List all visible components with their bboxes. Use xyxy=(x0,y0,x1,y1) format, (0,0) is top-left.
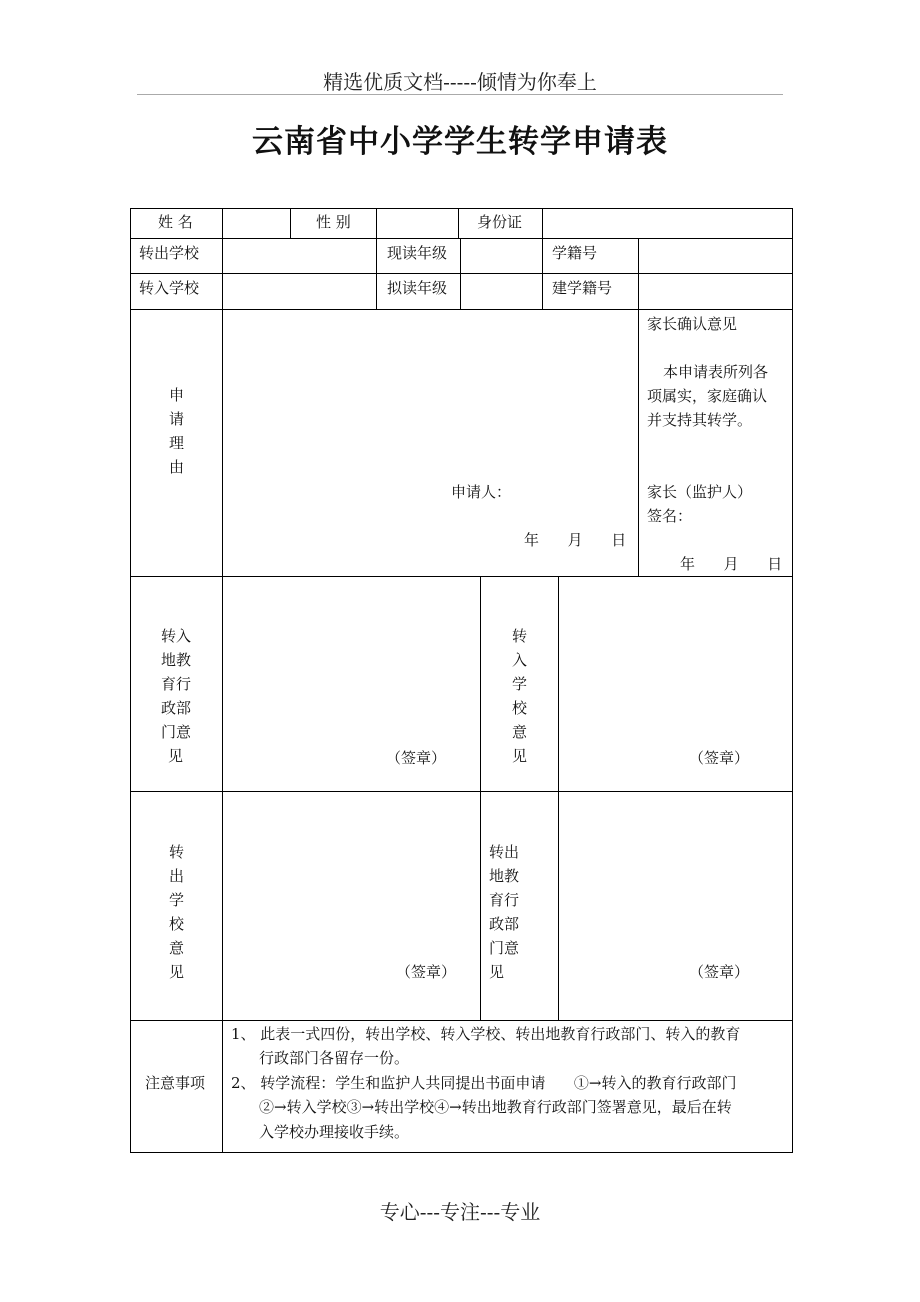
parent-sign-label: 家长（监护人） xyxy=(647,483,753,501)
column-line xyxy=(638,238,639,309)
applicant-label: 申请人： xyxy=(451,483,512,501)
gender-label: 性 别 xyxy=(316,213,351,231)
to-school-label: 转入学校 xyxy=(139,279,200,297)
reason-label: 申 请 理 由 xyxy=(169,386,185,476)
parent-confirm-text: 项属实，家庭确认 xyxy=(647,387,768,405)
column-line xyxy=(460,238,461,309)
student-id-label: 学籍号 xyxy=(552,244,598,262)
id-card-label: 身份证 xyxy=(477,213,523,231)
header-divider xyxy=(137,94,783,95)
parent-sign-date: 年 月 日 xyxy=(680,555,783,573)
column-line xyxy=(480,576,481,1020)
column-line xyxy=(376,238,377,309)
row-line xyxy=(130,576,793,577)
form-title: 云南省中小学学生转学申请表 xyxy=(252,124,668,160)
column-line xyxy=(558,576,559,1020)
applicant-date: 年 月 日 xyxy=(524,531,627,549)
seal-label: （签章） xyxy=(396,963,457,981)
from-region-edu-dept-label: 转出 地教 育行 政部 门意 见 xyxy=(489,843,520,981)
build-student-id-label: 建学籍号 xyxy=(552,279,613,297)
page-header: 精选优质文档-----倾情为你奉上 xyxy=(323,70,597,94)
parent-confirm-text: 本申请表所列各 xyxy=(663,363,769,381)
column-line xyxy=(376,208,377,238)
parent-confirm-text: 并支持其转学。 xyxy=(647,411,753,429)
seal-label: （签章） xyxy=(689,749,750,767)
page-footer: 专心---专注---专业 xyxy=(379,1200,541,1224)
table-border-top xyxy=(130,208,793,209)
from-school-opinion-label: 转 出 学 校 意 见 xyxy=(169,843,185,981)
row-line xyxy=(130,1020,793,1021)
table-border-bottom xyxy=(130,1152,793,1153)
parent-confirm-title: 家长确认意见 xyxy=(647,315,738,333)
table-border-left xyxy=(130,208,131,1152)
column-line xyxy=(222,208,223,1152)
column-line xyxy=(638,309,639,576)
notes-item: 2、 转学流程：学生和监护人共同提出书面申请 ①→转入的教育行政部门 xyxy=(231,1074,737,1092)
name-label: 姓 名 xyxy=(158,213,193,231)
notes-label: 注意事项 xyxy=(145,1074,206,1092)
to-region-edu-dept-label: 转入 地教 育行 政部 门意 见 xyxy=(161,627,192,765)
from-school-label: 转出学校 xyxy=(139,244,200,262)
row-line xyxy=(130,238,793,239)
current-grade-label: 现读年级 xyxy=(387,244,448,262)
column-line xyxy=(542,208,543,238)
row-line xyxy=(130,309,793,310)
notes-item: 行政部门各留存一份。 xyxy=(259,1049,410,1067)
column-line xyxy=(458,208,459,238)
column-line xyxy=(290,208,291,238)
row-line xyxy=(130,791,793,792)
planned-grade-label: 拟读年级 xyxy=(387,279,448,297)
column-line xyxy=(542,238,543,309)
table-border-right xyxy=(792,208,793,1152)
seal-label: （签章） xyxy=(689,963,750,981)
notes-item: 入学校办理接收手续。 xyxy=(259,1123,410,1141)
seal-label: （签章） xyxy=(386,749,447,767)
parent-sign-label: 签名： xyxy=(647,507,693,525)
to-school-opinion-label: 转 入 学 校 意 见 xyxy=(512,627,528,765)
notes-item: ②→转入学校③→转出学校④→转出地教育行政部门签署意见，最后在转 xyxy=(259,1098,732,1116)
notes-item: 1、 此表一式四份，转出学校、转入学校、转出地教育行政部门、转入的教育 xyxy=(231,1025,741,1043)
row-line xyxy=(130,273,793,274)
